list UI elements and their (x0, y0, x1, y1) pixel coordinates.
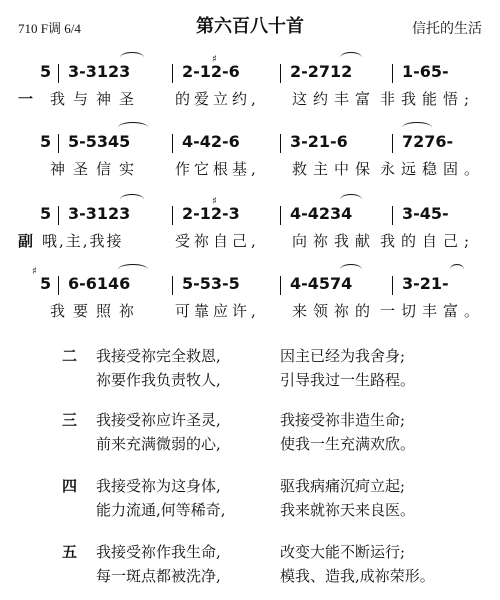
measure-notes: 5-53-5 (182, 274, 240, 293)
verse-5 (0, 541, 500, 593)
verse-2 (0, 345, 500, 397)
bar-line (58, 206, 59, 225)
lyric-segment: 来领祢的 (292, 302, 377, 320)
verse-number: 五 (62, 543, 78, 561)
measure-notes: 1-65- (402, 62, 449, 81)
lyric-segment: 向祢我献 (292, 232, 377, 250)
lyric-segment: 我的自己; (380, 232, 476, 250)
verse-number: 四 (62, 477, 78, 495)
verse-line: 我接受祢为这身体, (96, 477, 221, 495)
slur-mark (402, 122, 432, 133)
measure-notes: 3-21- (402, 274, 449, 293)
slur-mark (340, 52, 362, 63)
measure-notes: 4-4574 (290, 274, 353, 293)
lyric-segment: 我与神圣 (50, 90, 143, 108)
measure-notes: 3-3123 (68, 204, 131, 223)
hymn-category: 信托的生活 (412, 21, 482, 37)
verse-line: 模我、造我,成祢荣形。 (280, 567, 435, 585)
bar-line (172, 64, 173, 83)
verse-number: 二 (62, 347, 78, 365)
measure-notes: 2-12-3 (182, 204, 240, 223)
verse-line: 祢要作我负责牧人, (96, 371, 221, 389)
bar-line (392, 276, 393, 295)
bar-line (172, 206, 173, 225)
hymn-meta: 710 F调 6/4 (18, 21, 81, 36)
measure-notes: 3-3123 (68, 62, 131, 81)
sharp-sign: ♯ (32, 266, 37, 277)
slur-mark (118, 264, 148, 275)
music-system-1 (0, 54, 500, 122)
pickup-note: 5 (40, 274, 52, 293)
verse-number: 三 (62, 411, 78, 429)
measure-notes: 7276- (402, 132, 454, 151)
verse-line: 每一斑点都被洗净, (96, 567, 221, 585)
sharp-sign: ♯ (212, 54, 217, 65)
bar-line (172, 276, 173, 295)
lyric-segment: 哦,主,我接 (42, 232, 124, 250)
bar-line (392, 134, 393, 153)
verse-line: 我来就祢天来良医。 (280, 501, 416, 519)
verse-line: 引导我过一生路程。 (280, 371, 416, 389)
verse-line: 我接受祢完全救恩, (96, 347, 221, 365)
measure-notes: 6-6146 (68, 274, 131, 293)
verse-marker: 一 (18, 90, 34, 108)
chorus-marker: 副 (18, 232, 34, 250)
verse-line: 改变大能不断运行; (280, 543, 406, 561)
lyric-segment: 可靠应许, (175, 302, 260, 320)
verse-3 (0, 409, 500, 461)
hymn-header (0, 0, 500, 44)
pickup-note: 5 (40, 62, 52, 81)
verse-line: 我接受祢应许圣灵, (96, 411, 221, 429)
bar-line (58, 276, 59, 295)
verse-line: 因主已经为我舍身; (280, 347, 406, 365)
slur-mark (340, 194, 362, 205)
bar-line (280, 206, 281, 225)
lyric-segment: 的爱立约, (175, 90, 260, 108)
verse-line: 我接受祢非造生命; (280, 411, 406, 429)
lyric-segment: 永远稳固。 (380, 160, 486, 178)
lyric-segment: 神圣信实 (50, 160, 143, 178)
bar-line (280, 134, 281, 153)
bar-line (392, 206, 393, 225)
lyric-segment: 作它根基, (175, 160, 260, 178)
slur-mark (118, 122, 148, 133)
lyric-segment: 非我能悟; (380, 90, 476, 108)
music-system-3 (0, 196, 500, 264)
verse-line: 驱我病痛沉疴立起; (280, 477, 406, 495)
music-system-2 (0, 132, 500, 192)
verse-4 (0, 475, 500, 527)
measure-notes: 2-12-6 (182, 62, 240, 81)
sharp-sign: ♯ (212, 196, 217, 207)
measure-notes: 3-45- (402, 204, 449, 223)
measure-notes: 5-5345 (68, 132, 131, 151)
slur-mark (340, 264, 362, 275)
lyric-segment: 这约丰富 (292, 90, 377, 108)
bar-line (58, 134, 59, 153)
lyric-segment: 我要照祢 (50, 302, 143, 320)
lyric-segment: 受祢自己, (175, 232, 260, 250)
music-system-4 (0, 266, 500, 334)
bar-line (58, 64, 59, 83)
slur-mark (120, 194, 144, 205)
pickup-note: 5 (40, 204, 52, 223)
bar-line (172, 134, 173, 153)
bar-line (280, 276, 281, 295)
bar-line (280, 64, 281, 83)
slur-mark (120, 52, 144, 63)
pickup-note: 5 (40, 132, 52, 151)
verse-line: 能力流通,何等稀奇, (96, 501, 226, 519)
measure-notes: 2-2712 (290, 62, 353, 81)
measure-notes: 4-4234 (290, 204, 353, 223)
hymn-title: 第六百八十首 (196, 16, 304, 37)
bar-line (392, 64, 393, 83)
tie-mark (450, 264, 464, 275)
verse-line: 前来充满微弱的心, (96, 435, 221, 453)
lyric-segment: 救主中保 (292, 160, 377, 178)
measure-notes: 4-42-6 (182, 132, 240, 151)
verse-line: 我接受祢作我生命, (96, 543, 221, 561)
measure-notes: 3-21-6 (290, 132, 348, 151)
lyric-segment: 一切丰富。 (380, 302, 486, 320)
verse-line: 使我一生充满欢欣。 (280, 435, 416, 453)
